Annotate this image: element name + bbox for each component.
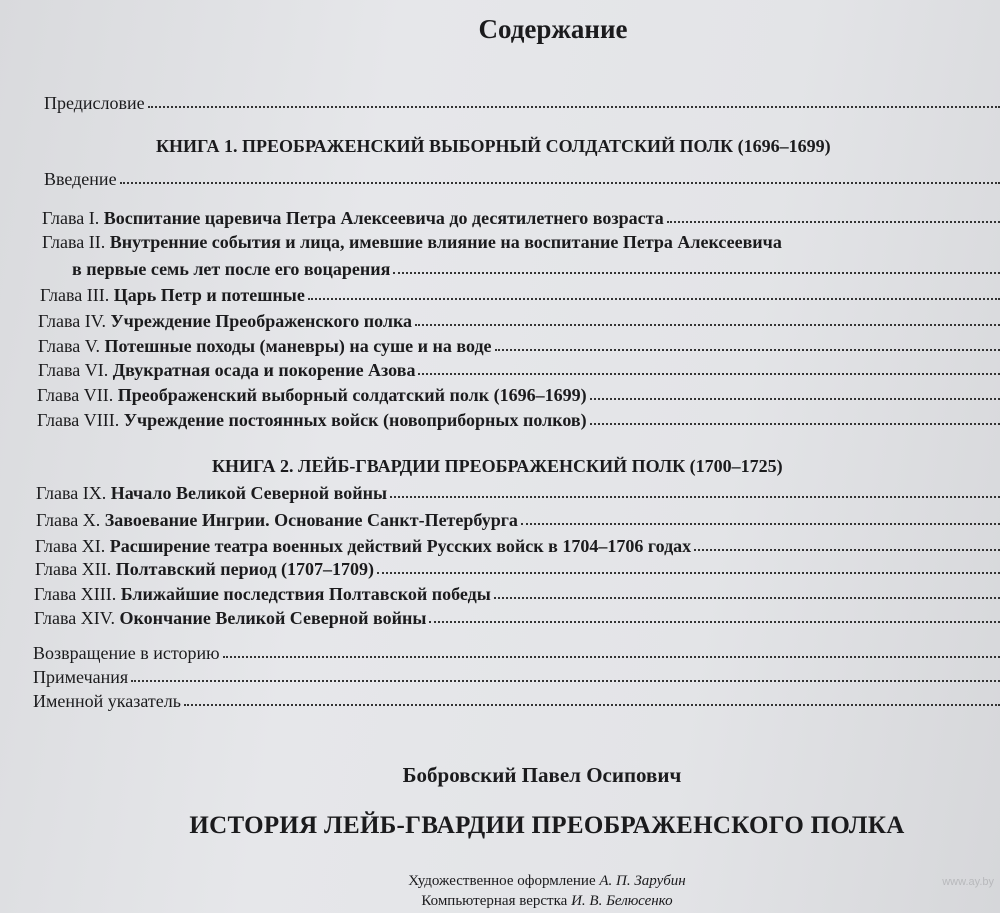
dot-leader (184, 690, 1000, 706)
chapter-number: Глава II. (42, 232, 106, 252)
credit-role: Художественное оформление (408, 873, 596, 889)
dot-leader (377, 558, 1000, 574)
toc-entry-notes (33, 666, 1000, 688)
toc-entry-label: Предисловие (44, 93, 145, 113)
watermark: www.ay.by (942, 876, 994, 888)
chapter-title: Ближайшие последствия Полтавской победы (120, 584, 491, 604)
toc-chapter-1 (42, 207, 1000, 229)
chapter-number: Глава XIV. (34, 608, 115, 628)
chapter-title: Полтавский период (1707–1709) (115, 559, 375, 579)
chapter-number: Глава XIII. (34, 584, 117, 604)
dot-leader (494, 583, 1000, 599)
book-title: ИСТОРИЯ ЛЕЙБ-ГВАРДИИ ПРЕОБРАЖЕНСКОГО ПОЛКА (189, 812, 905, 839)
toc-chapter-2 (42, 231, 1000, 253)
toc-entry-index (33, 690, 1000, 712)
chapter-number: Глава IV. (38, 311, 106, 331)
credit-role: Компьютерная верстка (421, 893, 568, 909)
dot-leader (429, 607, 1000, 623)
toc-chapter-2-cont (72, 258, 1000, 280)
toc-chapter-9 (36, 482, 1000, 504)
page-title: Содержание (478, 14, 628, 44)
credit-design (0, 873, 1000, 890)
chapter-title: Преображенский выборный солдатский полк (1696–1699) (117, 385, 587, 405)
toc-entry-preface (44, 92, 1000, 114)
dot-leader (120, 168, 1000, 184)
chapter-number: Глава XII. (35, 559, 112, 579)
chapter-title: Начало Великой Северной войны (110, 483, 388, 503)
dot-leader (223, 642, 1000, 658)
dot-leader (148, 92, 1000, 108)
book2-heading: КНИГА 2. ЛЕЙБ-ГВАРДИИ ПРЕОБРАЖЕНСКИЙ ПОЛК (1700–1725) (212, 456, 783, 476)
chapter-number: Глава IX. (36, 483, 107, 503)
toc-chapter-5 (38, 335, 1000, 357)
chapter-title: Двукратная осада и покорение Азова (112, 360, 416, 380)
credit-name: И. В. Белюсенко (571, 893, 673, 909)
toc-chapter-8 (37, 409, 1000, 431)
dot-leader (415, 310, 1000, 326)
toc-entry-intro (44, 168, 1000, 190)
dot-leader (694, 535, 1000, 551)
chapter-title: Завоевание Ингрии. Основание Санкт-Петербурга (104, 510, 518, 530)
dot-leader (393, 258, 1000, 274)
toc-entry-return (33, 642, 1000, 664)
toc-chapter-4 (38, 310, 1000, 332)
chapter-number: Глава XI. (35, 536, 106, 556)
book1-heading: КНИГА 1. ПРЕОБРАЖЕНСКИЙ ВЫБОРНЫЙ СОЛДАТСКИЙ ПОЛК (1696–1699) (156, 136, 831, 156)
toc-chapter-13 (34, 583, 1000, 605)
dot-leader (667, 207, 1000, 223)
credit-name: А. П. Зарубин (599, 873, 686, 889)
toc-entry-label: Введение (44, 169, 117, 189)
dot-leader (590, 409, 1000, 425)
toc-chapter-11 (35, 535, 1000, 557)
dot-leader (418, 359, 1000, 375)
toc-chapter-6 (38, 359, 1000, 381)
chapter-number: Глава V. (38, 336, 100, 356)
chapter-number: Глава VIII. (37, 410, 120, 430)
chapter-title: Потешные походы (маневры) на суше и на воде (104, 336, 492, 356)
chapter-number: Глава X. (36, 510, 101, 530)
chapter-title: Окончание Великой Северной войны (119, 608, 427, 628)
dot-leader (390, 482, 1000, 498)
toc-entry-label: Примечания (33, 667, 129, 687)
dot-leader (495, 335, 1000, 351)
chapter-number: Глава III. (40, 285, 110, 305)
dot-leader (308, 284, 1000, 300)
chapter-title: Царь Петр и потешные (113, 285, 305, 305)
dot-leader (521, 509, 1000, 525)
chapter-title: Внутренние события и лица, имевшие влияние на воспитание Петра Алексеевича (109, 232, 782, 252)
chapter-title: Расширение театра военных действий Русских войск в 1704–1706 годах (109, 536, 692, 556)
chapter-title: Воспитание царевича Петра Алексеевича до десятилетнего возраста (103, 208, 664, 228)
toc-chapter-14 (34, 607, 1000, 629)
toc-chapter-7 (37, 384, 1000, 406)
credit-layout (0, 893, 1000, 910)
dot-leader (131, 666, 1000, 682)
chapter-number: Глава I. (42, 208, 100, 228)
author-name: Бобровский Павел Осипович (402, 763, 682, 787)
toc-chapter-10 (36, 509, 1000, 531)
toc-entry-label: Возвращение в историю (33, 643, 220, 663)
chapter-title-continued: в первые семь лет после его воцарения (72, 259, 391, 279)
chapter-number: Глава VII. (37, 385, 114, 405)
dot-leader (590, 384, 1000, 400)
chapter-title: Учреждение постоянных войск (новоприборных полков) (123, 410, 587, 430)
chapter-number: Глава VI. (38, 360, 109, 380)
toc-chapter-3 (40, 284, 1000, 306)
chapter-title: Учреждение Преображенского полка (110, 311, 413, 331)
toc-entry-label: Именной указатель (33, 691, 181, 711)
toc-chapter-12 (35, 558, 1000, 580)
